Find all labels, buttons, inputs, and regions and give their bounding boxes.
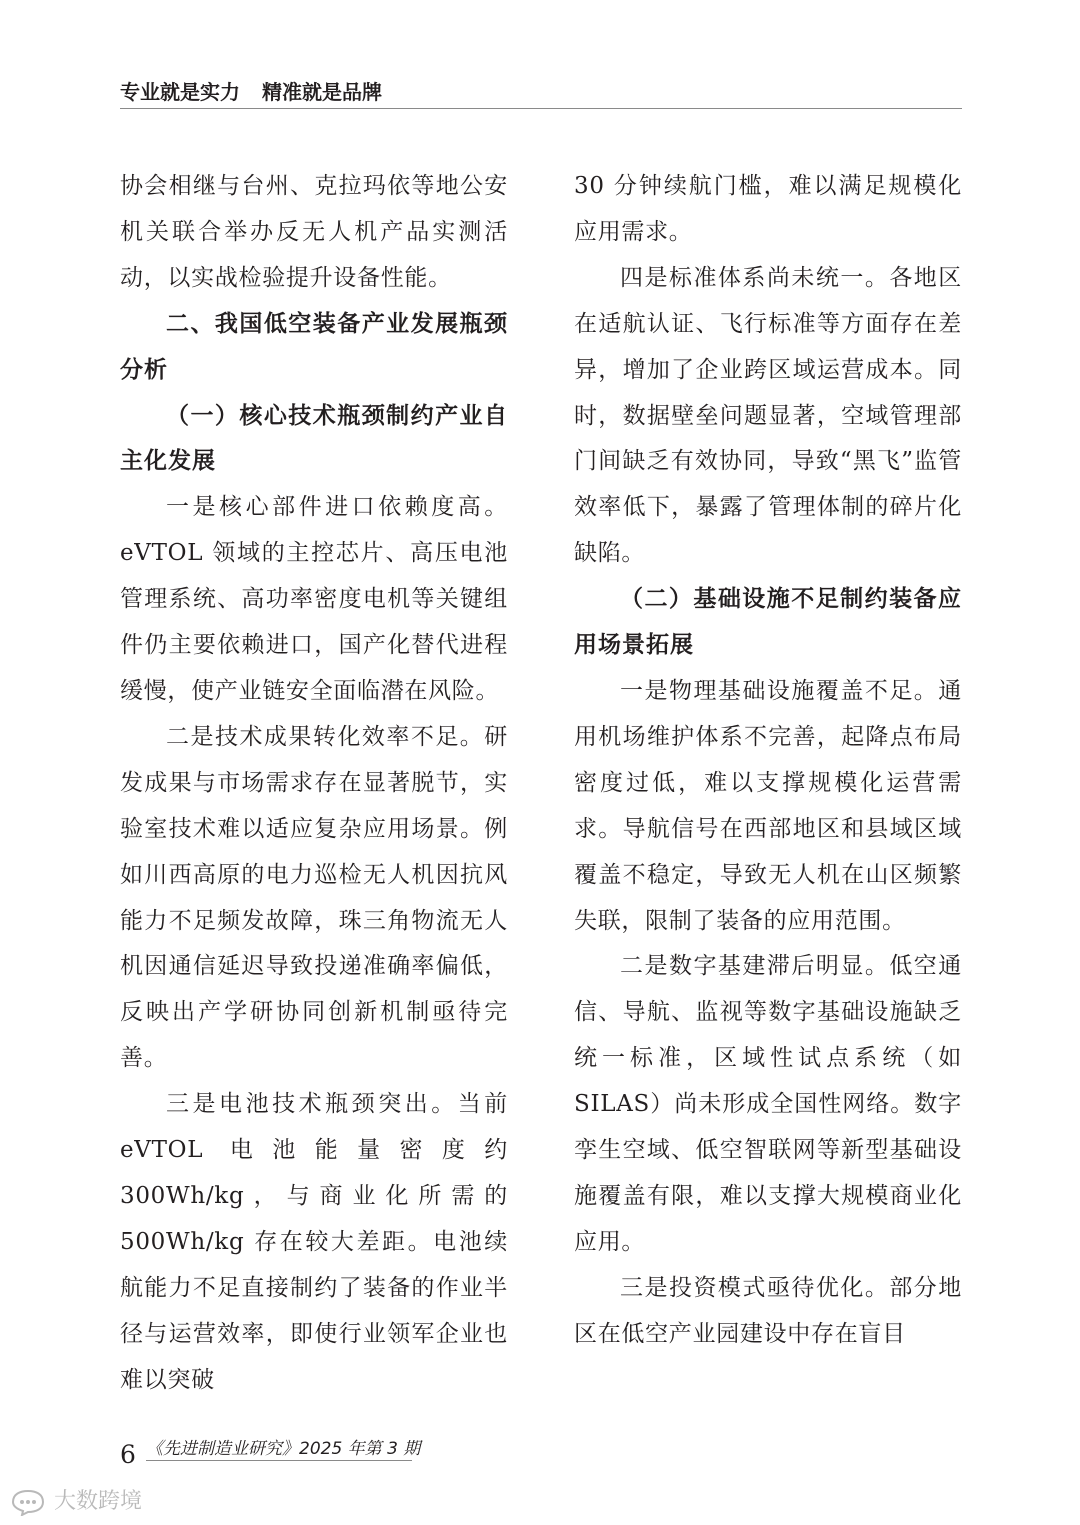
header-divider (120, 108, 962, 109)
journal-issue: 《先进制造业研究》2025 年第 3 期 (146, 1439, 421, 1459)
body-paragraph: 二是数字基建滞后明显。低空通信、导航、监视等数字基础设施缺乏统一标准，区域性试点系统（如 SILAS）尚未形成全国性网络。数字孪生空域、低空智联网等新型基础设施覆盖有限，难以支撑大规模商业化应用。 (574, 953, 962, 1255)
running-header (120, 78, 962, 106)
body-paragraph: 三是电池技术瓶颈突出。当前 eVTOL 电池能量密度约 300Wh/kg，与商业化所需的 500Wh/kg 存在较大差距。电池续航能力不足直接制约了装备的作业半径与运营效率，即使行业领军企业也难以突破 (120, 1091, 508, 1393)
body-paragraph: 四是标准体系尚未统一。各地区在适航认证、飞行标准等方面存在差异，增加了企业跨区域运营成本。同时，数据壁垒问题显著，空域管理部门间缺乏有效协同，导致“黑飞”监管效率低下，暴露了管理体制的碎片化缺陷。 (574, 264, 962, 567)
subsection-heading: （二）基础设施不足制约装备应用场景拓展 (574, 586, 962, 659)
chat-bubble-icon (10, 1488, 50, 1516)
watermark (10, 1486, 142, 1518)
body-paragraph: 一是核心部件进口依赖度高。eVTOL 领域的主控芯片、高压电池管理系统、高功率密度电机等关键组件仍主要依赖进口，国产化替代进程缓慢，使产业链安全面临潜在风险。 (120, 494, 508, 704)
body-paragraph: 二是技术成果转化效率不足。研发成果与市场需求存在显著脱节，实验室技术难以适应复杂应用场景。例如川西高原的电力巡检无人机因抗风能力不足频发故障，珠三角物流无人机因通信延迟导致投递准确率偏低，反映出产学研协同创新机制亟待完善。 (120, 723, 508, 1072)
subsection-heading: （一）核心技术瓶颈制约产业自主化发展 (120, 402, 508, 475)
continued-paragraph: 协会相继与台州、克拉玛依等地公安机关联合举办反无人机产品实测活动，以实战检验提升设备性能。 (120, 173, 508, 291)
footer-divider (146, 1460, 412, 1461)
continued-paragraph: 30 分钟续航门槛，难以满足规模化应用需求。 (574, 173, 962, 245)
header-slogan-right: 精准就是品牌 (262, 80, 382, 104)
left-column (120, 164, 508, 1403)
section-heading: 二、我国低空装备产业发展瓶颈分析 (120, 310, 508, 383)
header-slogan-left: 专业就是实力 (120, 80, 240, 104)
right-column (574, 164, 962, 1358)
page-number: 6 (120, 1440, 136, 1469)
body-paragraph: 一是物理基础设施覆盖不足。通用机场维护体系不完善，起降点布局密度过低，难以支撑规模化运营需求。导航信号在西部地区和县域区域覆盖不稳定，导致无人机在山区频繁失联，限制了装备的应用范围。 (574, 677, 962, 934)
body-paragraph: 三是投资模式亟待优化。部分地区在低空产业园建设中存在盲目 (574, 1274, 962, 1347)
watermark-text: 大数跨境 (54, 1489, 143, 1514)
